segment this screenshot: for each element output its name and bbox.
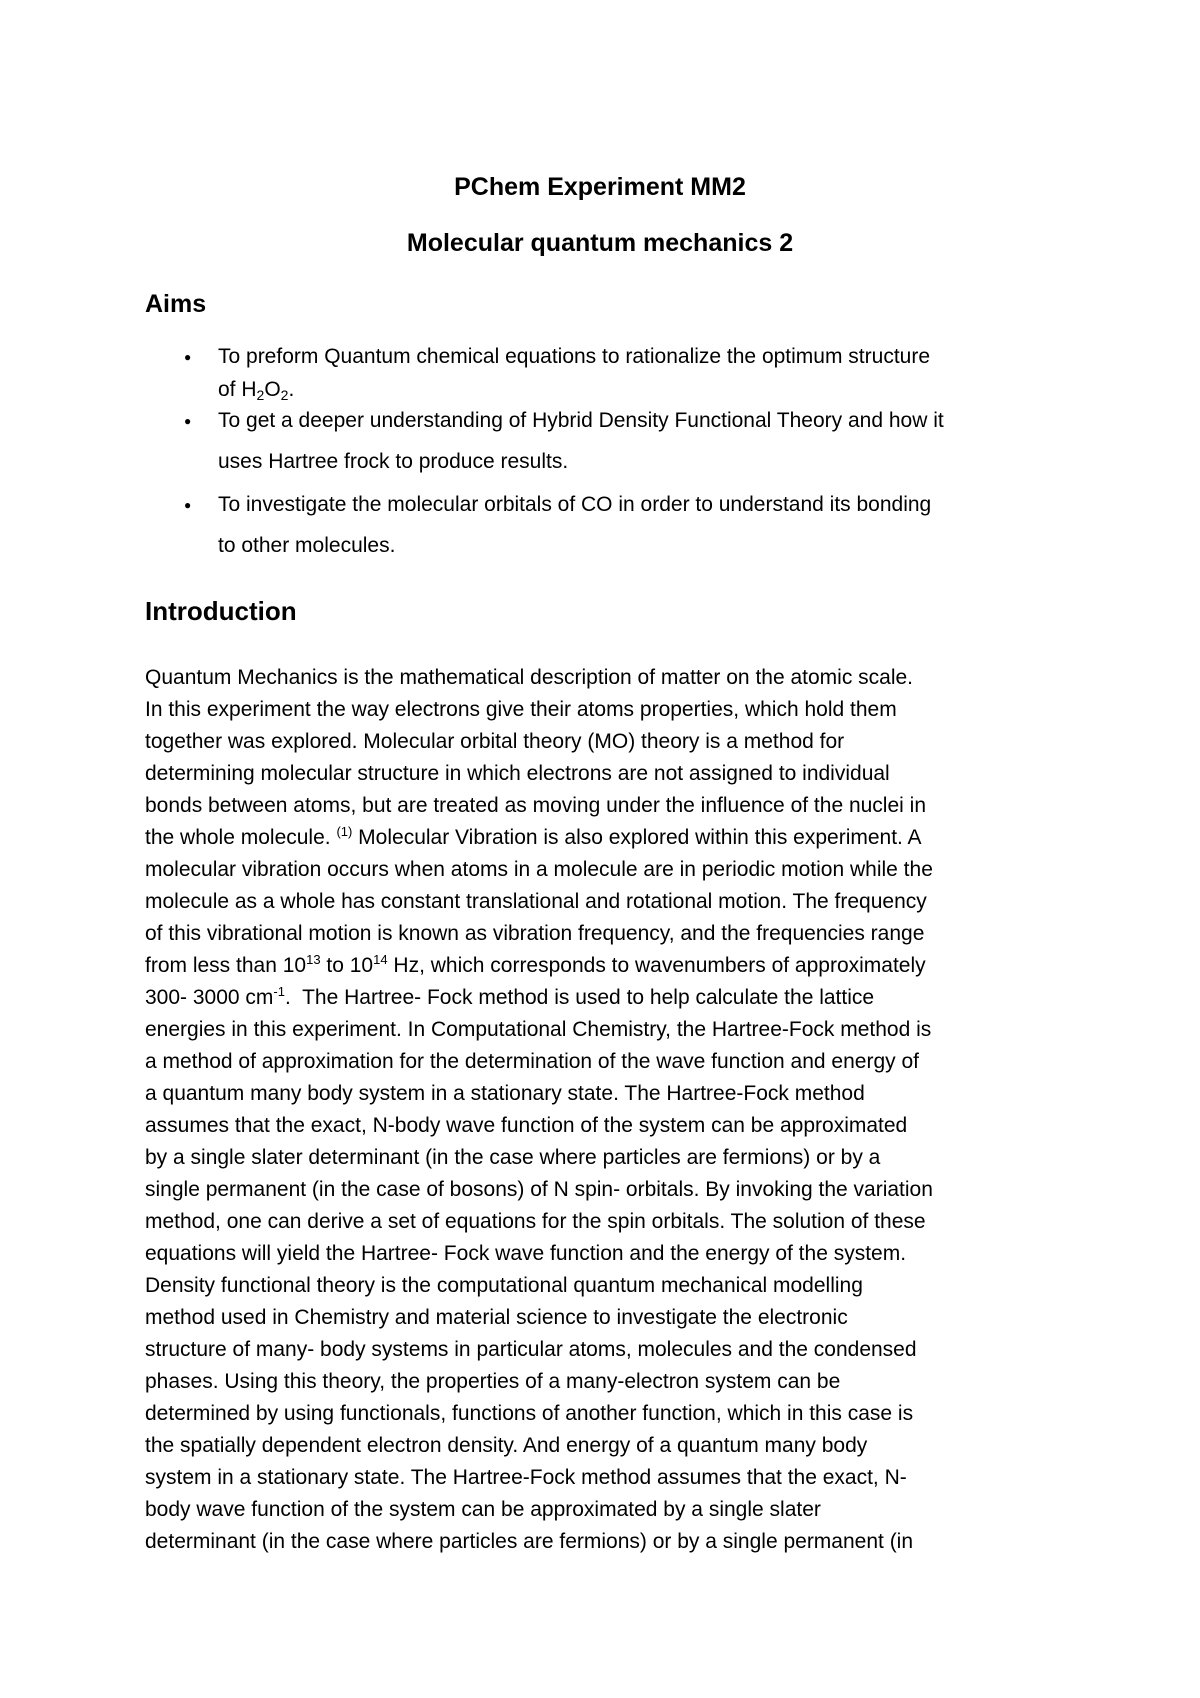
intro-line: Quantum Mechanics is the mathematical description of matter on the atomic scale. xyxy=(145,666,914,689)
aims-item-3-line-2: to other molecules. xyxy=(218,534,396,557)
intro-line: method used in Chemistry and material science to investigate the electronic xyxy=(145,1306,848,1329)
aims-item-1-line-2: of $H_2O_2$. xyxy=(218,378,295,403)
aims-item-1-line-1: To preform Quantum chemical equations to rationalize the optimum structure xyxy=(218,345,931,368)
intro-line: 300- 3000 $cm^{-1}$. The Hartree- Fock method is used to help calculate the lattice xyxy=(145,984,875,1009)
intro-line: molecule as a whole has constant translational and rotational motion. The frequency xyxy=(145,890,927,913)
intro-line: structure of many- body systems in particular atoms, molecules and the condensed xyxy=(145,1338,917,1361)
intro-line: equations will yield the Hartree- Fock wave function and the energy of the system. xyxy=(145,1242,907,1265)
intro-line: the spatially dependent electron density. And energy of a quantum many body xyxy=(145,1434,868,1457)
intro-line: energies in this experiment. In Computational Chemistry, the Hartree-Fock method is xyxy=(145,1018,932,1041)
bullet-icon: ● xyxy=(184,350,192,364)
intro-line: assumes that the exact, N-body wave function of the system can be approximated xyxy=(145,1114,908,1137)
intro-line: from less than $10^{13}$ to $10^{14}$ Hz, which corresponds to wavenumbers of approximately xyxy=(145,952,926,977)
introduction-heading: Introduction xyxy=(145,596,297,626)
intro-line: single permanent (in the case of bosons) of N spin- orbitals. By invoking the variation xyxy=(145,1178,933,1201)
document-title: PChem Experiment MM2 xyxy=(454,173,746,201)
bullet-icon: ● xyxy=(184,414,192,428)
intro-line: molecular vibration occurs when atoms in a molecule are in periodic motion while the xyxy=(145,858,933,881)
intro-line: of this vibrational motion is known as vibration frequency, and the frequencies range xyxy=(145,922,925,945)
intro-line: system in a stationary state. The Hartree-Fock method assumes that the exact, N- xyxy=(145,1466,907,1489)
intro-line: a quantum many body system in a stationary state. The Hartree-Fock method xyxy=(145,1082,865,1105)
intro-line: by a single slater determinant (in the case where particles are fermions) or by a xyxy=(145,1146,881,1169)
intro-line: the whole molecule. $^{(1)}$ Molecular Vibration is also explored within this experiment. A xyxy=(145,824,922,849)
intro-line: determined by using functionals, functions of another function, which in this case is xyxy=(145,1402,914,1425)
citation-ref: (1) xyxy=(336,824,353,839)
bullet-icon: ● xyxy=(184,498,192,512)
intro-line: body wave function of the system can be approximated by a single slater xyxy=(145,1498,821,1521)
intro-line: In this experiment the way electrons give their atoms properties, which hold them xyxy=(145,698,897,721)
aims-item-3-line-1: To investigate the molecular orbitals of CO in order to understand its bonding xyxy=(218,493,932,516)
aims-item-2-line-1: To get a deeper understanding of Hybrid Density Functional Theory and how it xyxy=(218,409,944,432)
intro-line: determining molecular structure in which electrons are not assigned to individual xyxy=(145,762,890,785)
intro-line: together was explored. Molecular orbital theory (MO) theory is a method for xyxy=(145,730,845,753)
intro-line: Density functional theory is the computational quantum mechanical modelling xyxy=(145,1274,863,1297)
intro-line: method, one can derive a set of equations for the spin orbitals. The solution of these xyxy=(145,1210,926,1233)
document-subtitle: Molecular quantum mechanics 2 xyxy=(406,229,794,257)
intro-line: bonds between atoms, but are treated as moving under the influence of the nuclei in xyxy=(145,794,926,817)
aims-heading: Aims xyxy=(145,290,207,318)
intro-line: determinant (in the case where particles are fermions) or by a single permanent (in xyxy=(145,1530,914,1553)
aims-item-2-line-2: uses Hartree frock to produce results. xyxy=(218,450,569,473)
intro-line: phases. Using this theory, the properties of a many-electron system can be xyxy=(145,1370,841,1393)
intro-line: a method of approximation for the determination of the wave function and energy of xyxy=(145,1050,919,1073)
